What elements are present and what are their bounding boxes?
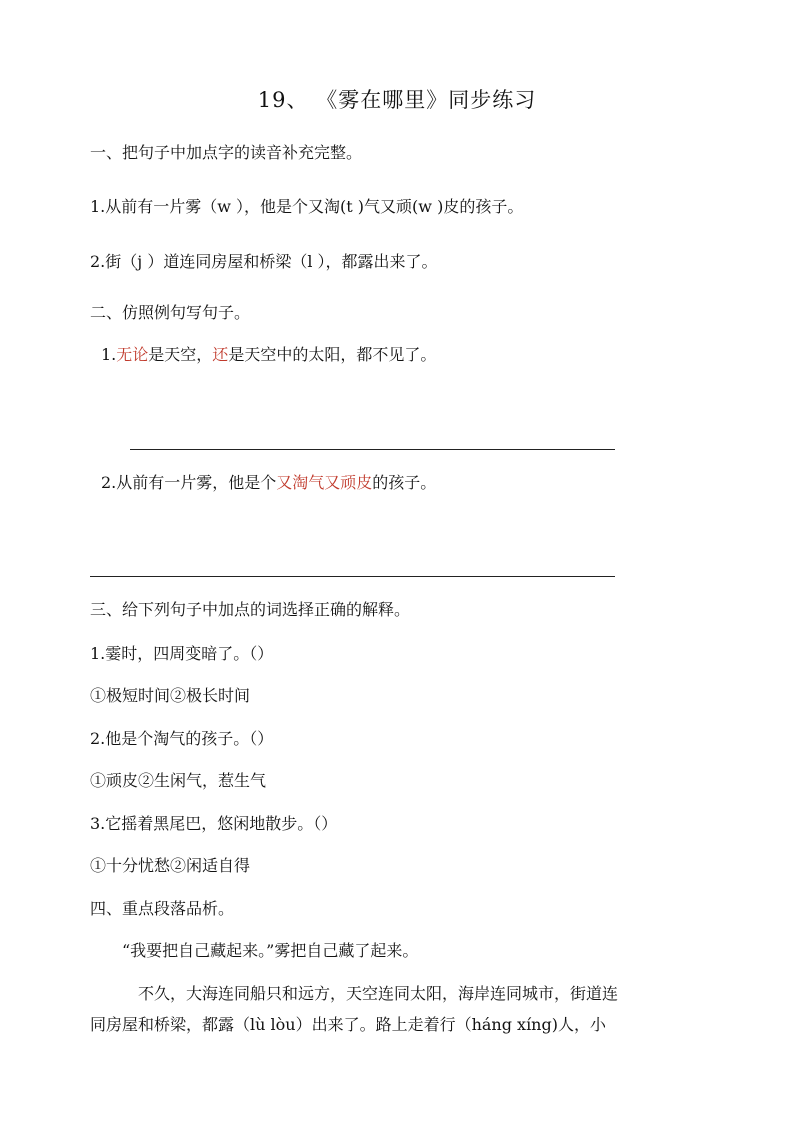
section3-options-1: ①极短时间②极长时间 bbox=[90, 686, 251, 705]
answer-line-1[interactable] bbox=[130, 449, 615, 450]
section1-heading: 一、把句子中加点字的读音补充完整。 bbox=[90, 143, 363, 162]
section2-question-2 bbox=[101, 472, 734, 494]
section3-options-3: ①十分忧愁②闲适自得 bbox=[90, 856, 251, 875]
page-title: 19、 《雾在哪里》同步练习 bbox=[257, 88, 537, 112]
section1-question-1: 1.从前有一片雾（w ），他是个又淘(t )气又顽(w )皮的孩子。 bbox=[90, 197, 524, 216]
section3-heading: 三、给下列句子中加点的词选择正确的解释。 bbox=[90, 600, 411, 619]
q2-highlight: 又淘气又顽皮 bbox=[276, 473, 373, 492]
section3-question-2: 2.他是个淘气的孩子。（） bbox=[90, 729, 274, 748]
q1-middle-1: 是天空， bbox=[148, 345, 213, 364]
section3-question-3: 3.它摇着黑尾巴，悠闲地散步。（） bbox=[90, 814, 338, 833]
section3-options-2: ①顽皮②生闲气，惹生气 bbox=[90, 771, 267, 790]
q1-middle-2: 是天空中的太阳，都不见了。 bbox=[228, 345, 437, 364]
q2-suffix: 的孩子。 bbox=[372, 473, 437, 492]
section4-paragraph-2-line-2: 同房屋和桥梁，都露（lù lòu）出来了。路上走着行（háng xíng)人，小 bbox=[90, 1015, 606, 1034]
answer-line-2[interactable] bbox=[90, 576, 615, 577]
q1-highlight-2: 还 bbox=[212, 345, 229, 364]
q1-highlight-1: 无论 bbox=[116, 345, 149, 364]
section1-question-2: 2.街（j ）道连同房屋和桥梁（l ），都露出来了。 bbox=[90, 252, 438, 271]
section4-paragraph-2-line-1: 不久，大海连同船只和远方，天空连同太阳，海岸连同城市，街道连 bbox=[138, 984, 619, 1003]
section3-question-1: 1.霎时，四周变暗了。（） bbox=[90, 644, 274, 663]
q1-prefix: 1. bbox=[101, 345, 117, 364]
section4-paragraph-1: “我要把自己藏起来。”雾把自己藏了起来。 bbox=[122, 941, 419, 960]
q2-prefix: 2.从前有一片雾，他是个 bbox=[101, 473, 277, 492]
section4-heading: 四、重点段落品析。 bbox=[90, 899, 235, 918]
section2-question-1 bbox=[101, 344, 734, 366]
section2-heading: 二、仿照例句写句子。 bbox=[90, 303, 251, 322]
